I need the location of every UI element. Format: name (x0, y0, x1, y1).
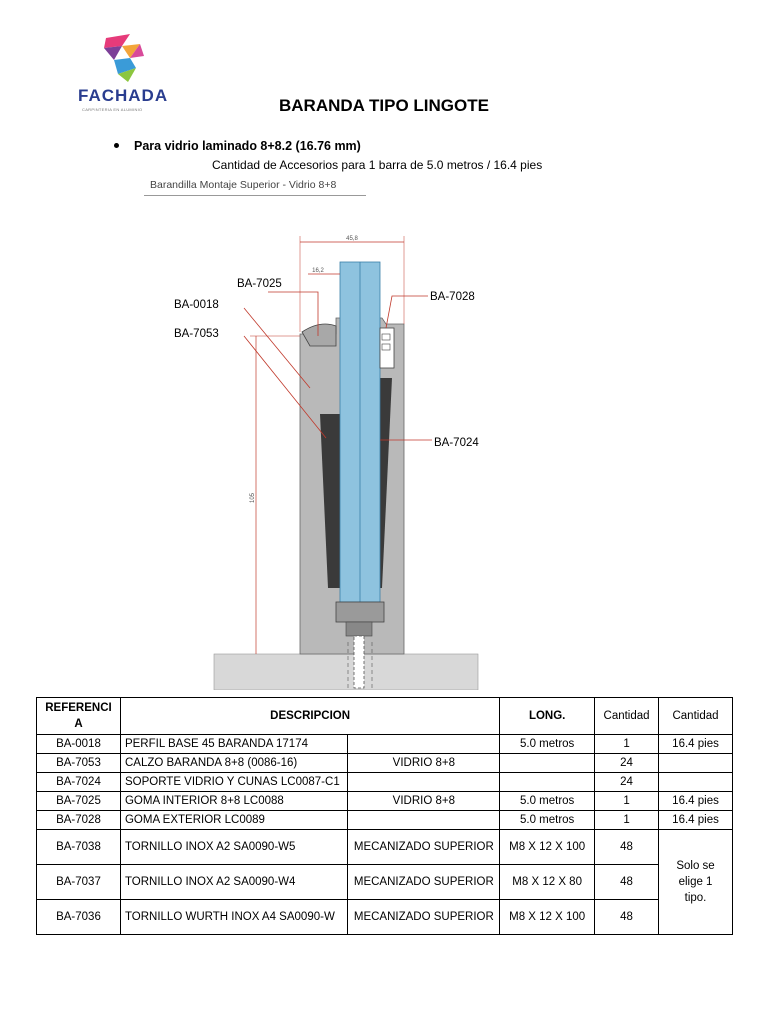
cell-merged-note: Solo se elige 1 tipo. (659, 830, 733, 935)
cell-ref: BA-7025 (37, 792, 121, 811)
table-row (37, 830, 733, 865)
logo-wordmark: FACHADA (78, 86, 169, 105)
anchor-screw (354, 636, 364, 688)
accessories-table (36, 697, 733, 935)
accessories-subtitle: Cantidad de Accesorios para 1 barra de 5.0 metros / 16.4 pies (212, 158, 543, 172)
cell-note: VIDRIO 8+8 (348, 792, 500, 811)
header-description: DESCRIPCION (120, 698, 499, 735)
cell-qty: 24 (595, 773, 659, 792)
cell-long: M8 X 12 X 80 (500, 865, 595, 900)
cell-long: 5.0 metros (500, 792, 595, 811)
logo-mark-icon (100, 34, 160, 86)
cell-qty: 48 (595, 865, 659, 900)
table-row (37, 865, 733, 900)
inner-dimension-label: 16,2 (312, 268, 324, 274)
label-ba7028: BA-7028 (430, 291, 475, 303)
label-ba7024: BA-7024 (434, 437, 479, 449)
cell-note: MECANIZADO SUPERIOR (348, 900, 500, 935)
cell-qty: 1 (595, 735, 659, 754)
cell-qty: 24 (595, 754, 659, 773)
cell-qty2: 16.4 pies (659, 792, 733, 811)
cell-ref: BA-7053 (37, 754, 121, 773)
cell-desc: CALZO BARANDA 8+8 (0086-16) (120, 754, 347, 773)
label-ba7053: BA-7053 (174, 328, 219, 340)
cell-ref: BA-0018 (37, 735, 121, 754)
glass-support (336, 602, 384, 622)
cell-desc: GOMA INTERIOR 8+8 LC0088 (120, 792, 347, 811)
cell-desc: TORNILLO WURTH INOX A4 SA0090-W (120, 900, 347, 935)
table-row (37, 900, 733, 935)
table-row (37, 735, 733, 754)
header-quantity-2: Cantidad (659, 698, 733, 735)
cell-desc: GOMA EXTERIOR LC0089 (120, 811, 347, 830)
table-header-row (37, 698, 733, 735)
cell-desc: PERFIL BASE 45 BARANDA 17174 (120, 735, 347, 754)
cell-note (348, 773, 500, 792)
cell-ref: BA-7024 (37, 773, 121, 792)
floor-slab (214, 654, 478, 690)
cell-note (348, 735, 500, 754)
table-row (37, 792, 733, 811)
cell-ref: BA-7036 (37, 900, 121, 935)
leader-ba7028 (386, 296, 428, 328)
header-length: LONG. (500, 698, 595, 735)
cell-note (348, 811, 500, 830)
label-ba0018: BA-0018 (174, 299, 219, 311)
cell-qty: 48 (595, 830, 659, 865)
cell-qty: 48 (595, 900, 659, 935)
bullet-dot-icon (114, 143, 119, 148)
cell-qty2: 16.4 pies (659, 811, 733, 830)
logo-tagline: CARPINTERIA EN ALUMINIO (82, 107, 143, 112)
cell-note: MECANIZADO SUPERIOR (348, 865, 500, 900)
caption-divider (144, 195, 366, 196)
cell-note: VIDRIO 8+8 (348, 754, 500, 773)
bullet-item (114, 139, 361, 153)
cell-ref: BA-7037 (37, 865, 121, 900)
cell-qty2 (659, 754, 733, 773)
cell-ref: BA-7038 (37, 830, 121, 865)
width-dimension-label: 45,8 (346, 236, 358, 242)
cell-qty: 1 (595, 792, 659, 811)
header-quantity: Cantidad (595, 698, 659, 735)
cell-desc: TORNILLO INOX A2 SA0090-W4 (120, 865, 347, 900)
height-dimension-label: 105 (250, 492, 256, 504)
table-row (37, 811, 733, 830)
cell-ref: BA-7028 (37, 811, 121, 830)
cell-qty: 1 (595, 811, 659, 830)
cell-desc: SOPORTE VIDRIO Y CUNAS LC0087-C1 (120, 773, 347, 792)
cell-long: M8 X 12 X 100 (500, 900, 595, 935)
cell-long: M8 X 12 X 100 (500, 830, 595, 865)
cell-qty2: 16.4 pies (659, 735, 733, 754)
drawing-caption: Barandilla Montaje Superior - Vidrio 8+8 (150, 179, 337, 191)
cell-long: 5.0 metros (500, 735, 595, 754)
bullet-text: Para vidrio laminado 8+8.2 (16.76 mm) (134, 139, 361, 153)
cell-note: MECANIZADO SUPERIOR (348, 830, 500, 865)
cell-qty2 (659, 773, 733, 792)
table-row (37, 773, 733, 792)
cell-long (500, 754, 595, 773)
cell-long (500, 773, 595, 792)
header-reference: REFERENCI A (37, 698, 121, 735)
cell-desc: TORNILLO INOX A2 SA0090-W5 (120, 830, 347, 865)
table-row (37, 754, 733, 773)
page-title: BARANDA TIPO LINGOTE (279, 96, 489, 115)
label-ba7025: BA-7025 (237, 278, 282, 290)
cell-long: 5.0 metros (500, 811, 595, 830)
